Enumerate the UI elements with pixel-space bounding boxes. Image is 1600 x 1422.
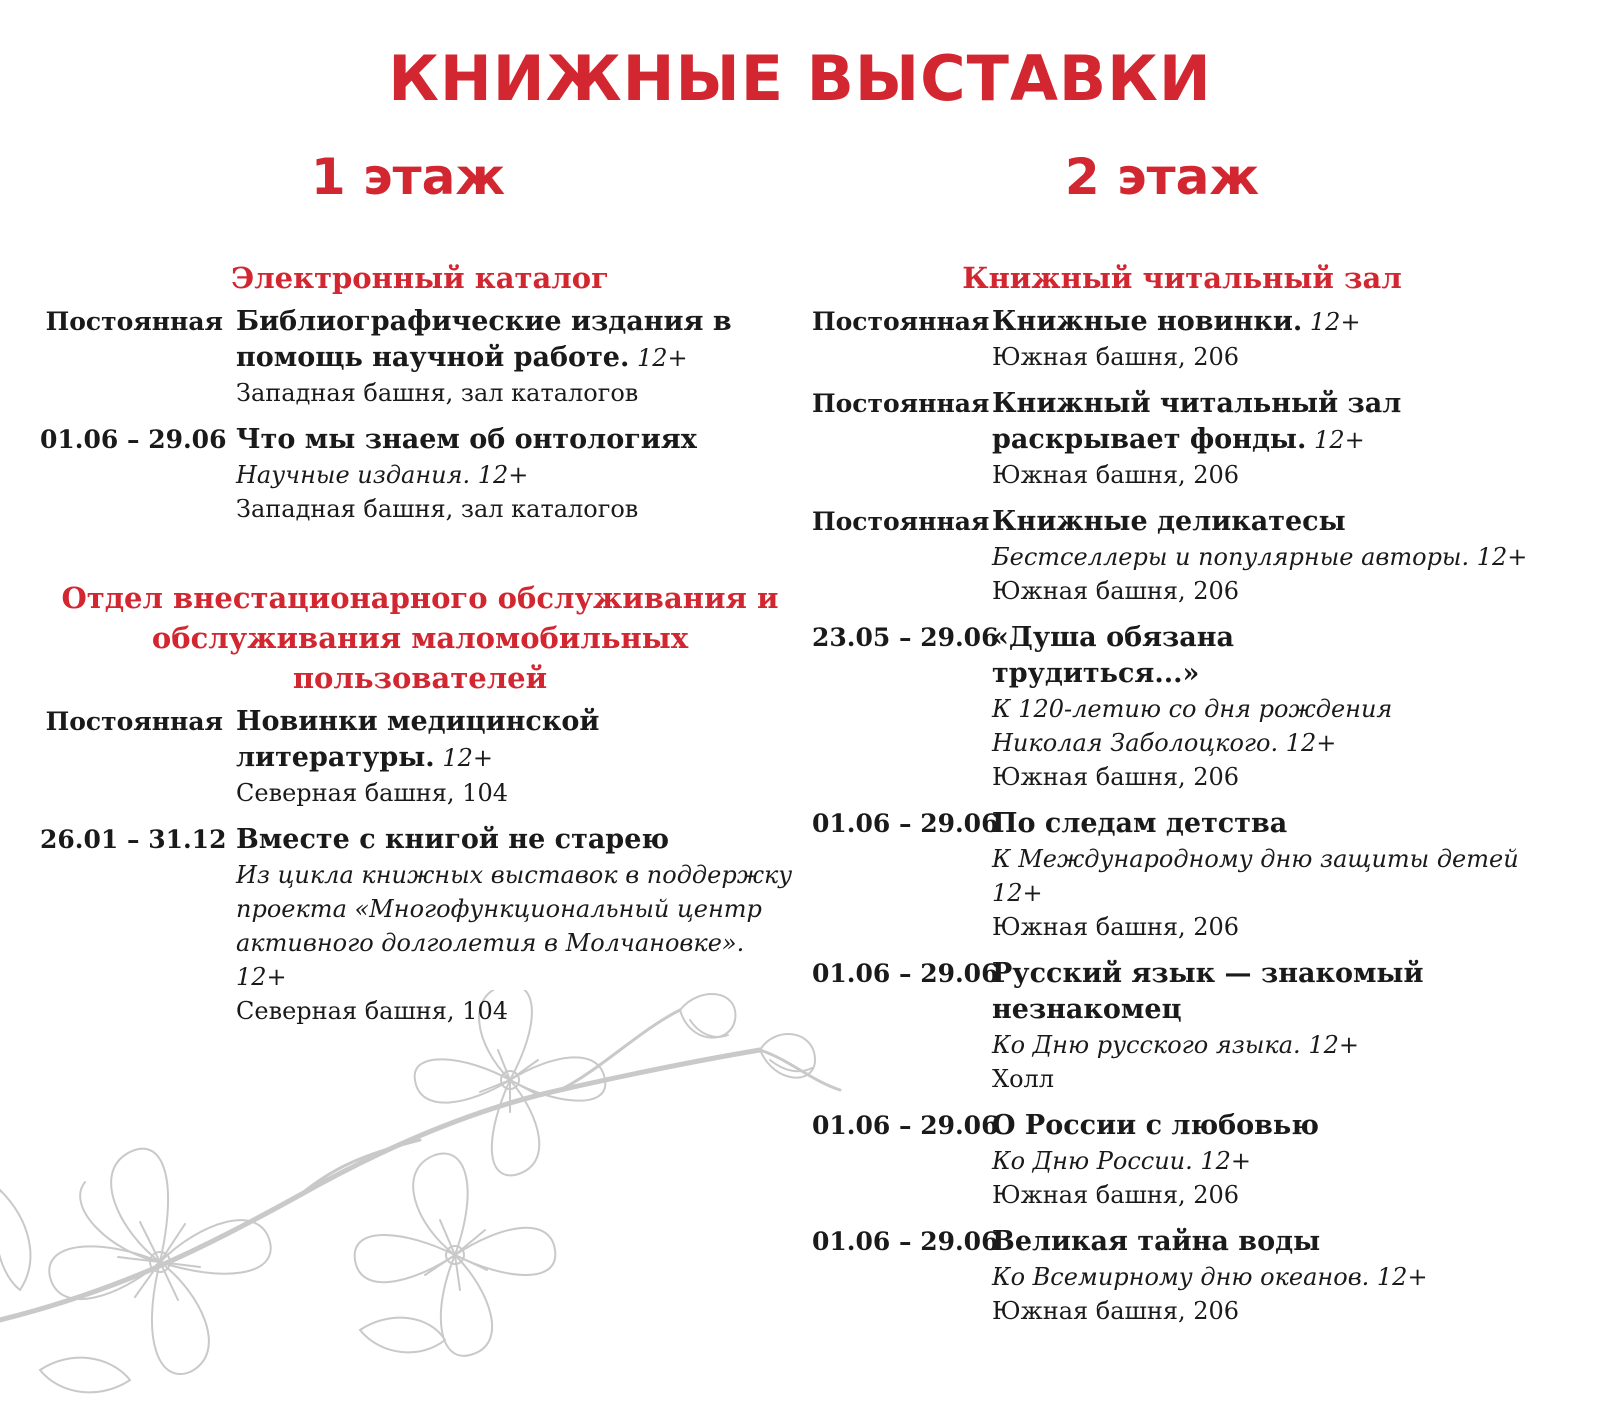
exhibition-item bbox=[40, 704, 800, 810]
exhibition-item bbox=[812, 1224, 1552, 1328]
exhibition-title: Русский язык — знакомый незнакомец bbox=[992, 958, 1424, 1025]
exhibition-date: Постоянная bbox=[812, 507, 990, 536]
exhibition-note: Научные издания. 12+ bbox=[236, 461, 529, 489]
exhibition-item bbox=[812, 504, 1552, 608]
exhibition-location: Южная башня, 206 bbox=[992, 461, 1240, 489]
age-rating: 12+ bbox=[442, 744, 493, 772]
exhibition-title: Вместе с книгой не старею bbox=[236, 824, 670, 855]
exhibition-date: 01.06 – 29.06 bbox=[812, 959, 999, 988]
exhibition-date: 01.06 – 29.06 bbox=[812, 1111, 999, 1140]
exhibition-location: Холл bbox=[992, 1065, 1055, 1093]
exhibition-date: 23.05 – 29.06 bbox=[812, 623, 999, 652]
exhibition-location: Северная башня, 104 bbox=[236, 779, 508, 807]
exhibition-note: Ко Дню России. 12+ bbox=[992, 1147, 1252, 1175]
exhibition-location: Южная башня, 206 bbox=[992, 1181, 1240, 1209]
exhibition-note: Ко Всемирному дню океанов. 12+ bbox=[992, 1263, 1428, 1291]
section-title: Книжный читальный зал bbox=[962, 261, 1402, 295]
exhibition-title: Книжные деликатесы bbox=[992, 506, 1346, 537]
exhibition-location: Южная башня, 206 bbox=[992, 913, 1240, 941]
exhibition-item bbox=[812, 956, 1552, 1096]
page-title: КНИЖНЫЕ ВЫСТАВКИ bbox=[388, 42, 1212, 115]
exhibition-item bbox=[812, 304, 1552, 374]
exhibition-item bbox=[40, 422, 800, 526]
exhibition-note: К 120-летию со дня рождения Николая Заболоцкого. 12+ bbox=[992, 695, 1393, 757]
exhibition-location: Западная башня, зал каталогов bbox=[236, 495, 639, 523]
exhibition-date: Постоянная bbox=[45, 307, 223, 336]
exhibition-date: 01.06 – 29.06 bbox=[40, 425, 227, 454]
exhibition-title: По следам детства bbox=[992, 808, 1288, 839]
age-rating: 12+ bbox=[1309, 308, 1361, 336]
exhibition-item bbox=[812, 1108, 1552, 1212]
floor-1-title: 1 этаж bbox=[310, 148, 506, 206]
exhibition-location: Южная башня, 206 bbox=[992, 1297, 1240, 1325]
exhibition-date: Постоянная bbox=[45, 707, 223, 736]
exhibition-date: 01.06 – 29.06 bbox=[812, 1227, 999, 1256]
exhibition-note: Бестселлеры и популярные авторы. 12+ bbox=[992, 543, 1528, 571]
exhibition-item bbox=[812, 386, 1552, 492]
exhibition-location: Южная башня, 206 bbox=[992, 343, 1240, 371]
age-rating: 12+ bbox=[1314, 426, 1365, 454]
section-title: Отдел внестационарного обслуживания и обслуживания маломобильных пользователей bbox=[61, 581, 779, 695]
exhibition-title: Что мы знаем об онтологиях bbox=[236, 424, 697, 455]
exhibition-title: Книжный читальный зал раскрывает фонды. bbox=[992, 388, 1402, 455]
exhibition-title: О России с любовью bbox=[992, 1110, 1319, 1141]
exhibition-location: Северная башня, 104 bbox=[236, 997, 508, 1025]
cherry-blossom-icon bbox=[0, 990, 880, 1422]
exhibition-title: Книжные новинки. bbox=[992, 306, 1303, 337]
exhibition-location: Южная башня, 206 bbox=[992, 577, 1240, 605]
exhibition-location: Западная башня, зал каталогов bbox=[236, 379, 639, 407]
age-rating: 12+ bbox=[637, 344, 688, 372]
exhibition-location: Южная башня, 206 bbox=[992, 763, 1240, 791]
left-column bbox=[40, 258, 800, 1040]
exhibition-date: 01.06 – 29.06 bbox=[812, 809, 999, 838]
exhibition-title: Новинки медицинской литературы. bbox=[236, 706, 600, 773]
floor-2-title: 2 этаж bbox=[1064, 148, 1260, 206]
exhibition-item bbox=[812, 620, 1552, 794]
exhibition-item bbox=[40, 304, 800, 410]
exhibition-date: 26.01 – 31.12 bbox=[40, 825, 227, 854]
exhibition-note: К Международному дню защиты детей 12+ bbox=[992, 845, 1519, 907]
exhibition-title: Великая тайна воды bbox=[992, 1226, 1321, 1257]
exhibition-date: Постоянная bbox=[812, 307, 990, 336]
exhibition-item bbox=[812, 806, 1552, 944]
exhibition-title: Библиографические издания в помощь научной работе. bbox=[236, 306, 732, 373]
exhibition-item bbox=[40, 822, 800, 1028]
right-column bbox=[812, 258, 1552, 1340]
exhibition-note: Из цикла книжных выставок в поддержку проекта «Многофункциональный центр активного долголетия в Молчановке». 12+ bbox=[236, 861, 793, 991]
exhibition-note: Ко Дню русского языка. 12+ bbox=[992, 1031, 1359, 1059]
exhibition-title: «Душа обязана трудиться...» bbox=[992, 622, 1235, 689]
section-title: Электронный каталог bbox=[231, 261, 609, 295]
exhibition-date: Постоянная bbox=[812, 389, 990, 418]
